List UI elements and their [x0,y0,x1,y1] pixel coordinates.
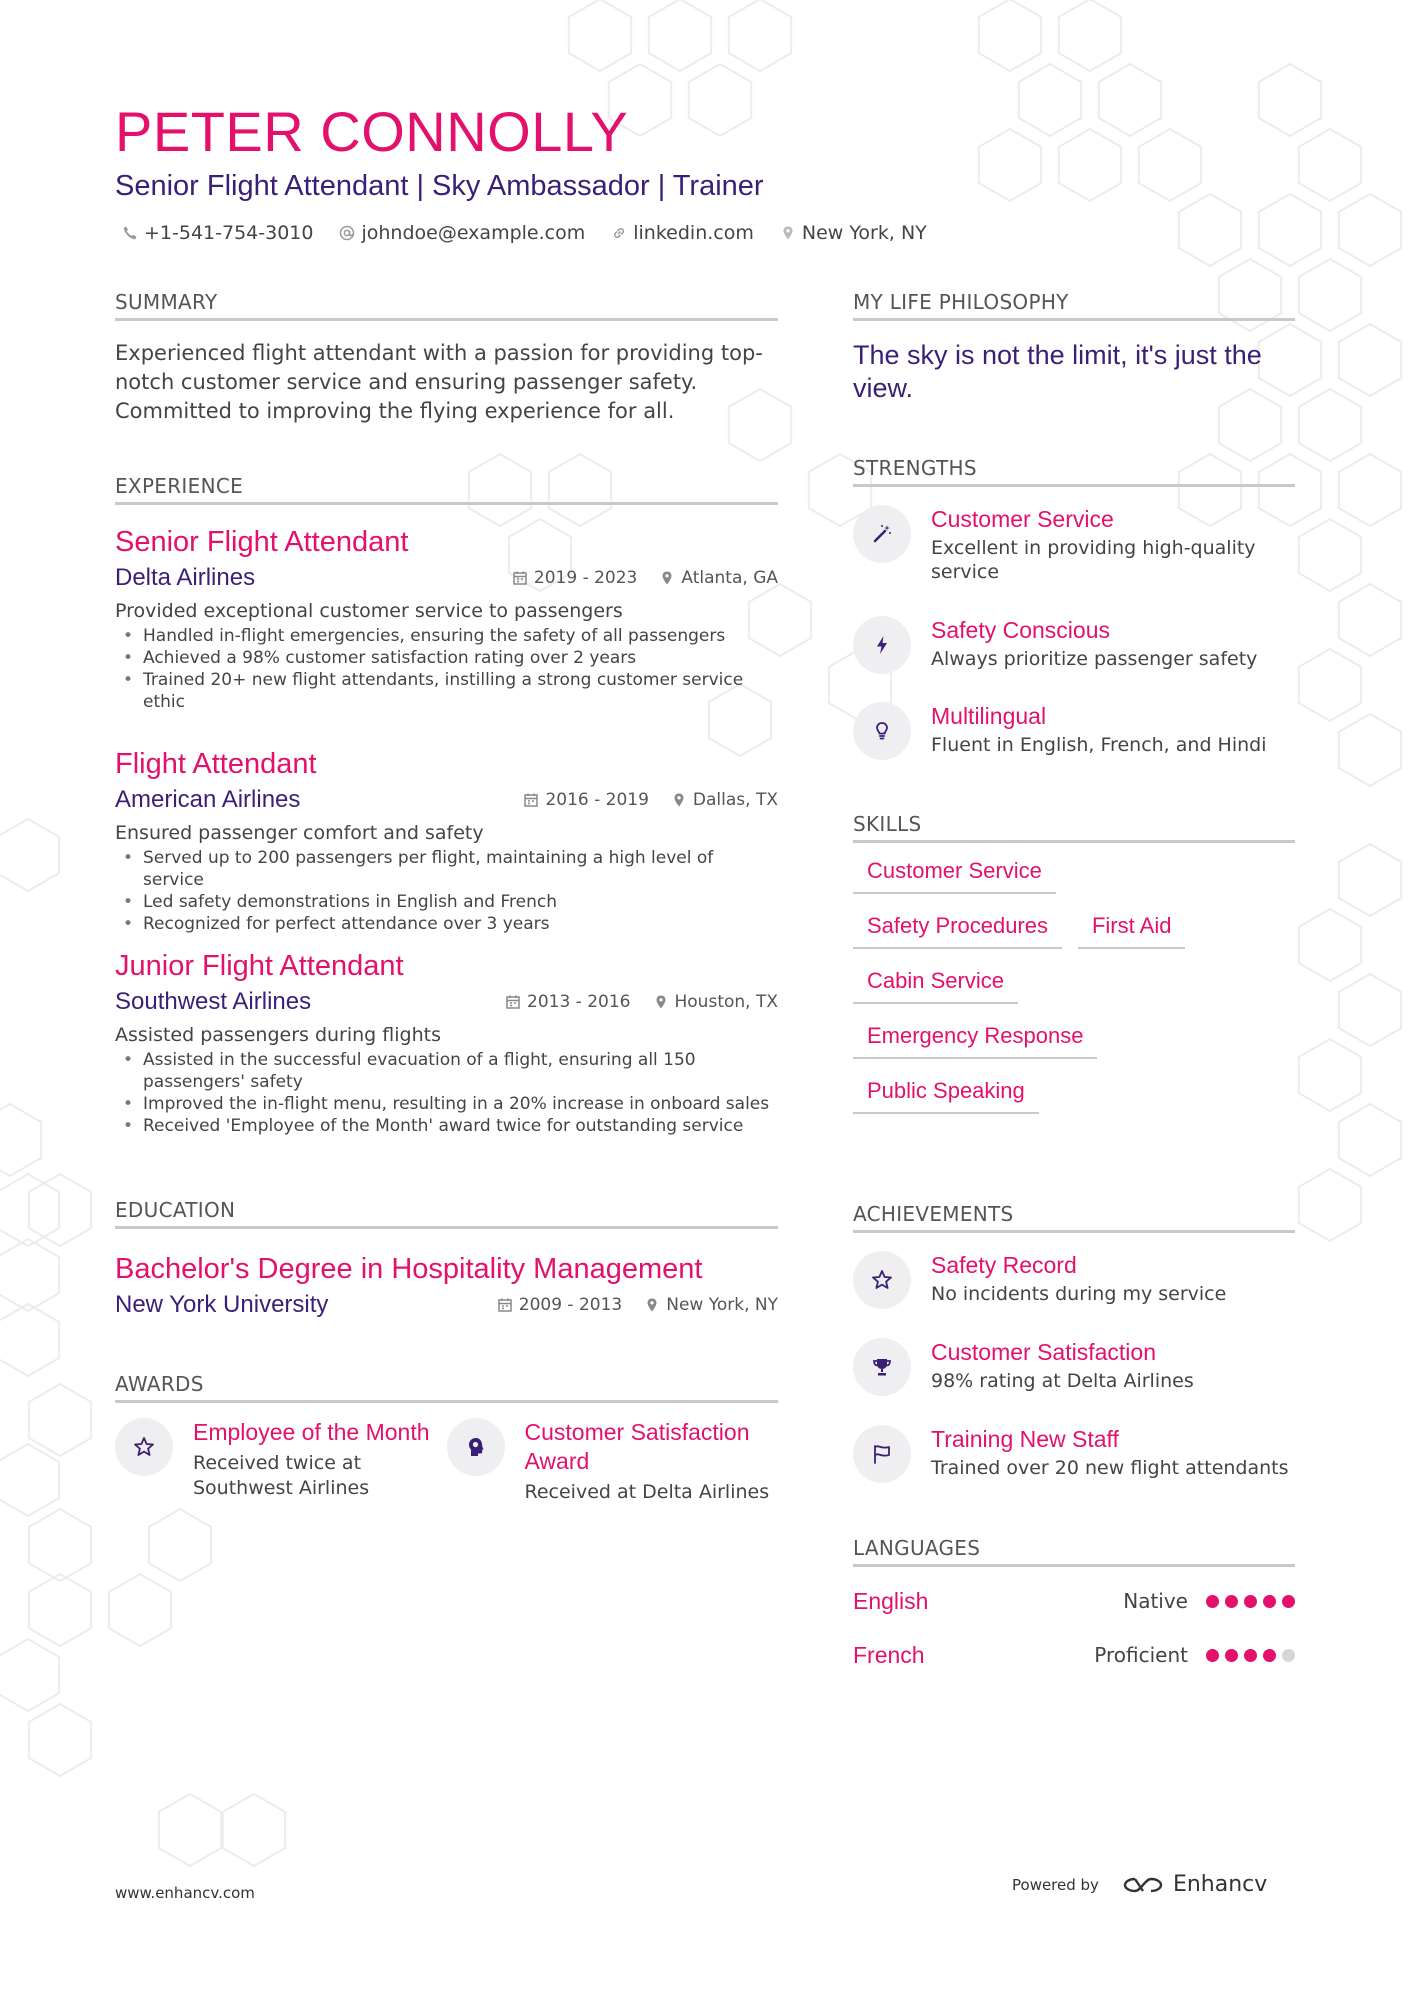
job-bullet: • Trained 20+ new flight attendants, instilling a strong customer service ethic [115,669,778,713]
calendar-icon [505,994,521,1010]
location-pin-icon [671,792,687,808]
job-company: Southwest Airlines [115,988,312,1015]
location-pin-icon [780,225,796,241]
skill-tag: First Aid [1078,912,1185,949]
strength-item [853,616,1295,702]
job-entry [115,746,778,935]
education-location: New York, NY [666,1295,778,1315]
award-description: Received at Delta Airlines [524,1481,770,1503]
candidate-name: PETER CONNOLLY [115,100,629,163]
skill-tag: Customer Service [853,857,1056,894]
job-dates: 2019 - 2023 [533,568,638,588]
achievement-title: Training New Staff [931,1426,1119,1452]
strength-title: Safety Conscious [931,617,1110,643]
award-description: Received twice at Southwest Airlines [193,1452,370,1499]
summary-section [115,290,778,426]
job-location: Atlanta, GA [681,568,778,588]
job-company: American Airlines [115,786,301,813]
rating-dot-empty [1282,1649,1295,1662]
job-bullet: • Served up to 200 passengers per flight, maintaining a high level of service [115,847,778,891]
education-dates: 2009 - 2013 [518,1295,623,1315]
job-entry [115,524,778,713]
at-icon [339,225,355,241]
achievement-description: Trained over 20 new flight attendants [931,1457,1289,1479]
candidate-headline: Senior Flight Attendant | Sky Ambassador | Trainer [115,170,764,202]
rating-dot-filled [1282,1595,1295,1608]
job-bullet: • Received 'Employee of the Month' award twice for outstanding service [115,1115,778,1137]
section-title: STRENGTHS [853,456,1295,487]
job-bullet: • Assisted in the successful evacuation of a flight, ensuring all 150 passengers' safety [115,1049,778,1093]
contact-linkedin[interactable] [611,222,754,244]
rating-dot-filled [1225,1595,1238,1608]
link-icon [611,225,627,241]
job-bullet: • Improved the in-flight menu, resulting in a 20% increase in onboard sales [115,1093,778,1115]
language-name: English [853,1587,929,1614]
skills-section [853,812,1295,1114]
lightbulb-icon [870,719,894,743]
location-pin-icon [659,570,675,586]
rating-dot-filled [1263,1649,1276,1662]
section-title: SUMMARY [115,290,778,321]
head-icon [464,1435,488,1459]
job-title: Flight Attendant [115,748,317,780]
job-dates: 2016 - 2019 [545,790,649,810]
section-title: EXPERIENCE [115,474,778,505]
rating-dot-filled [1244,1649,1257,1662]
section-title: MY LIFE PHILOSOPHY [853,290,1295,321]
location-text: New York, NY [801,222,927,244]
education-degree: Bachelor's Degree in Hospitality Management [115,1253,703,1285]
location-pin-icon [644,1297,660,1313]
languages-section [853,1536,1295,1671]
calendar-icon [512,570,528,586]
philosophy-quote: The sky is not the limit, it's just the view. [853,340,1262,403]
rating-dot-filled [1206,1595,1219,1608]
job-bullet: • Handled in-flight emergencies, ensuring the safety of all passengers [115,625,778,647]
brand-logo[interactable] [1121,1872,1267,1897]
footer-branding [1012,1872,1267,1897]
star-icon [132,1435,156,1459]
job-description: Provided exceptional customer service to passengers [115,600,623,622]
job-company: Delta Airlines [115,564,256,591]
job-title: Senior Flight Attendant [115,526,409,558]
lightning-icon [870,633,894,657]
achievement-title: Customer Satisfaction [931,1339,1156,1365]
rating-dot-filled [1206,1649,1219,1662]
job-location: Dallas, TX [692,790,778,810]
job-location: Houston, TX [674,992,778,1012]
job-bullets [115,847,778,935]
calendar-icon [523,792,539,808]
job-description: Ensured passenger comfort and safety [115,822,484,844]
footer-url[interactable]: www.enhancv.com [115,1884,255,1902]
strength-description: Fluent in English, French, and Hindi [931,734,1267,756]
section-title: ACHIEVEMENTS [853,1202,1295,1233]
phone-text: +1-541-754-3010 [144,222,314,244]
language-item [853,1639,1295,1671]
strength-item [853,702,1295,760]
linkedin-text: linkedin.com [633,222,754,244]
brand-name: Enhancv [1172,1872,1268,1897]
job-bullet: • Achieved a 98% customer satisfaction rating over 2 years [115,647,778,669]
section-title: LANGUAGES [853,1536,1295,1567]
achievement-title: Safety Record [931,1252,1077,1278]
strength-title: Multilingual [931,703,1047,729]
email-text: johndoe@example.com [361,222,586,244]
achievements-section [853,1202,1295,1483]
achievement-description: No incidents during my service [931,1283,1227,1305]
strength-description: Always prioritize passenger safety [931,648,1258,670]
experience-section [115,474,778,1144]
calendar-icon [497,1297,513,1313]
skill-tag: Public Speaking [853,1077,1039,1114]
star-icon [870,1268,894,1292]
strength-title: Customer Service [931,506,1114,532]
summary-text: Experienced flight attendant with a passion for providing top-notch customer service and ensuring passenger safety. Committed to improving the flying experience for all. [115,341,763,423]
powered-by-text: Powered by [1012,1875,1099,1894]
award-item [447,1418,779,1505]
education-section [115,1198,778,1321]
achievement-item [853,1251,1295,1338]
language-level: Proficient [1094,1643,1188,1667]
rating-dot-filled [1263,1595,1276,1608]
achievement-item [853,1425,1295,1483]
enhancv-logo-icon [1121,1873,1165,1897]
contact-email[interactable] [339,222,585,244]
strengths-section [853,456,1295,760]
contact-bar [122,222,927,244]
job-bullet: • Recognized for perfect attendance over 3 years [115,913,778,935]
contact-location [780,222,927,244]
award-item [115,1418,447,1505]
education-school: New York University [115,1291,329,1318]
language-rating [1206,1595,1295,1608]
magic-wand-icon [870,522,894,546]
skill-tag: Cabin Service [853,967,1018,1004]
location-pin-icon [653,994,669,1010]
language-name: French [853,1641,925,1668]
flag-icon [870,1442,894,1466]
trophy-icon [870,1355,894,1379]
strength-item [853,505,1295,616]
language-rating [1206,1649,1295,1662]
section-title: SKILLS [853,812,1295,843]
rating-dot-filled [1244,1595,1257,1608]
job-bullets [115,625,778,713]
skill-tag: Safety Procedures [853,912,1062,949]
awards-section [115,1372,778,1552]
strength-description: Excellent in providing high-quality service [931,537,1256,583]
philosophy-section [853,290,1295,405]
job-description: Assisted passengers during flights [115,1024,441,1046]
section-title: AWARDS [115,1372,778,1403]
contact-phone[interactable] [122,222,313,244]
achievement-description: 98% rating at Delta Airlines [931,1370,1194,1392]
job-bullets [115,1049,778,1137]
award-title: Customer Satisfaction Award [524,1419,750,1474]
job-entry [115,948,778,1137]
job-bullet: • Led safety demonstrations in English and French [115,891,778,913]
skill-tag: Emergency Response [853,1022,1097,1059]
language-item [853,1585,1295,1617]
phone-icon [122,225,138,241]
achievement-item [853,1338,1295,1425]
job-title: Junior Flight Attendant [115,950,404,982]
rating-dot-filled [1225,1649,1238,1662]
section-title: EDUCATION [115,1198,778,1229]
job-dates: 2013 - 2016 [527,992,631,1012]
award-title: Employee of the Month [193,1419,430,1445]
language-level: Native [1123,1589,1188,1613]
